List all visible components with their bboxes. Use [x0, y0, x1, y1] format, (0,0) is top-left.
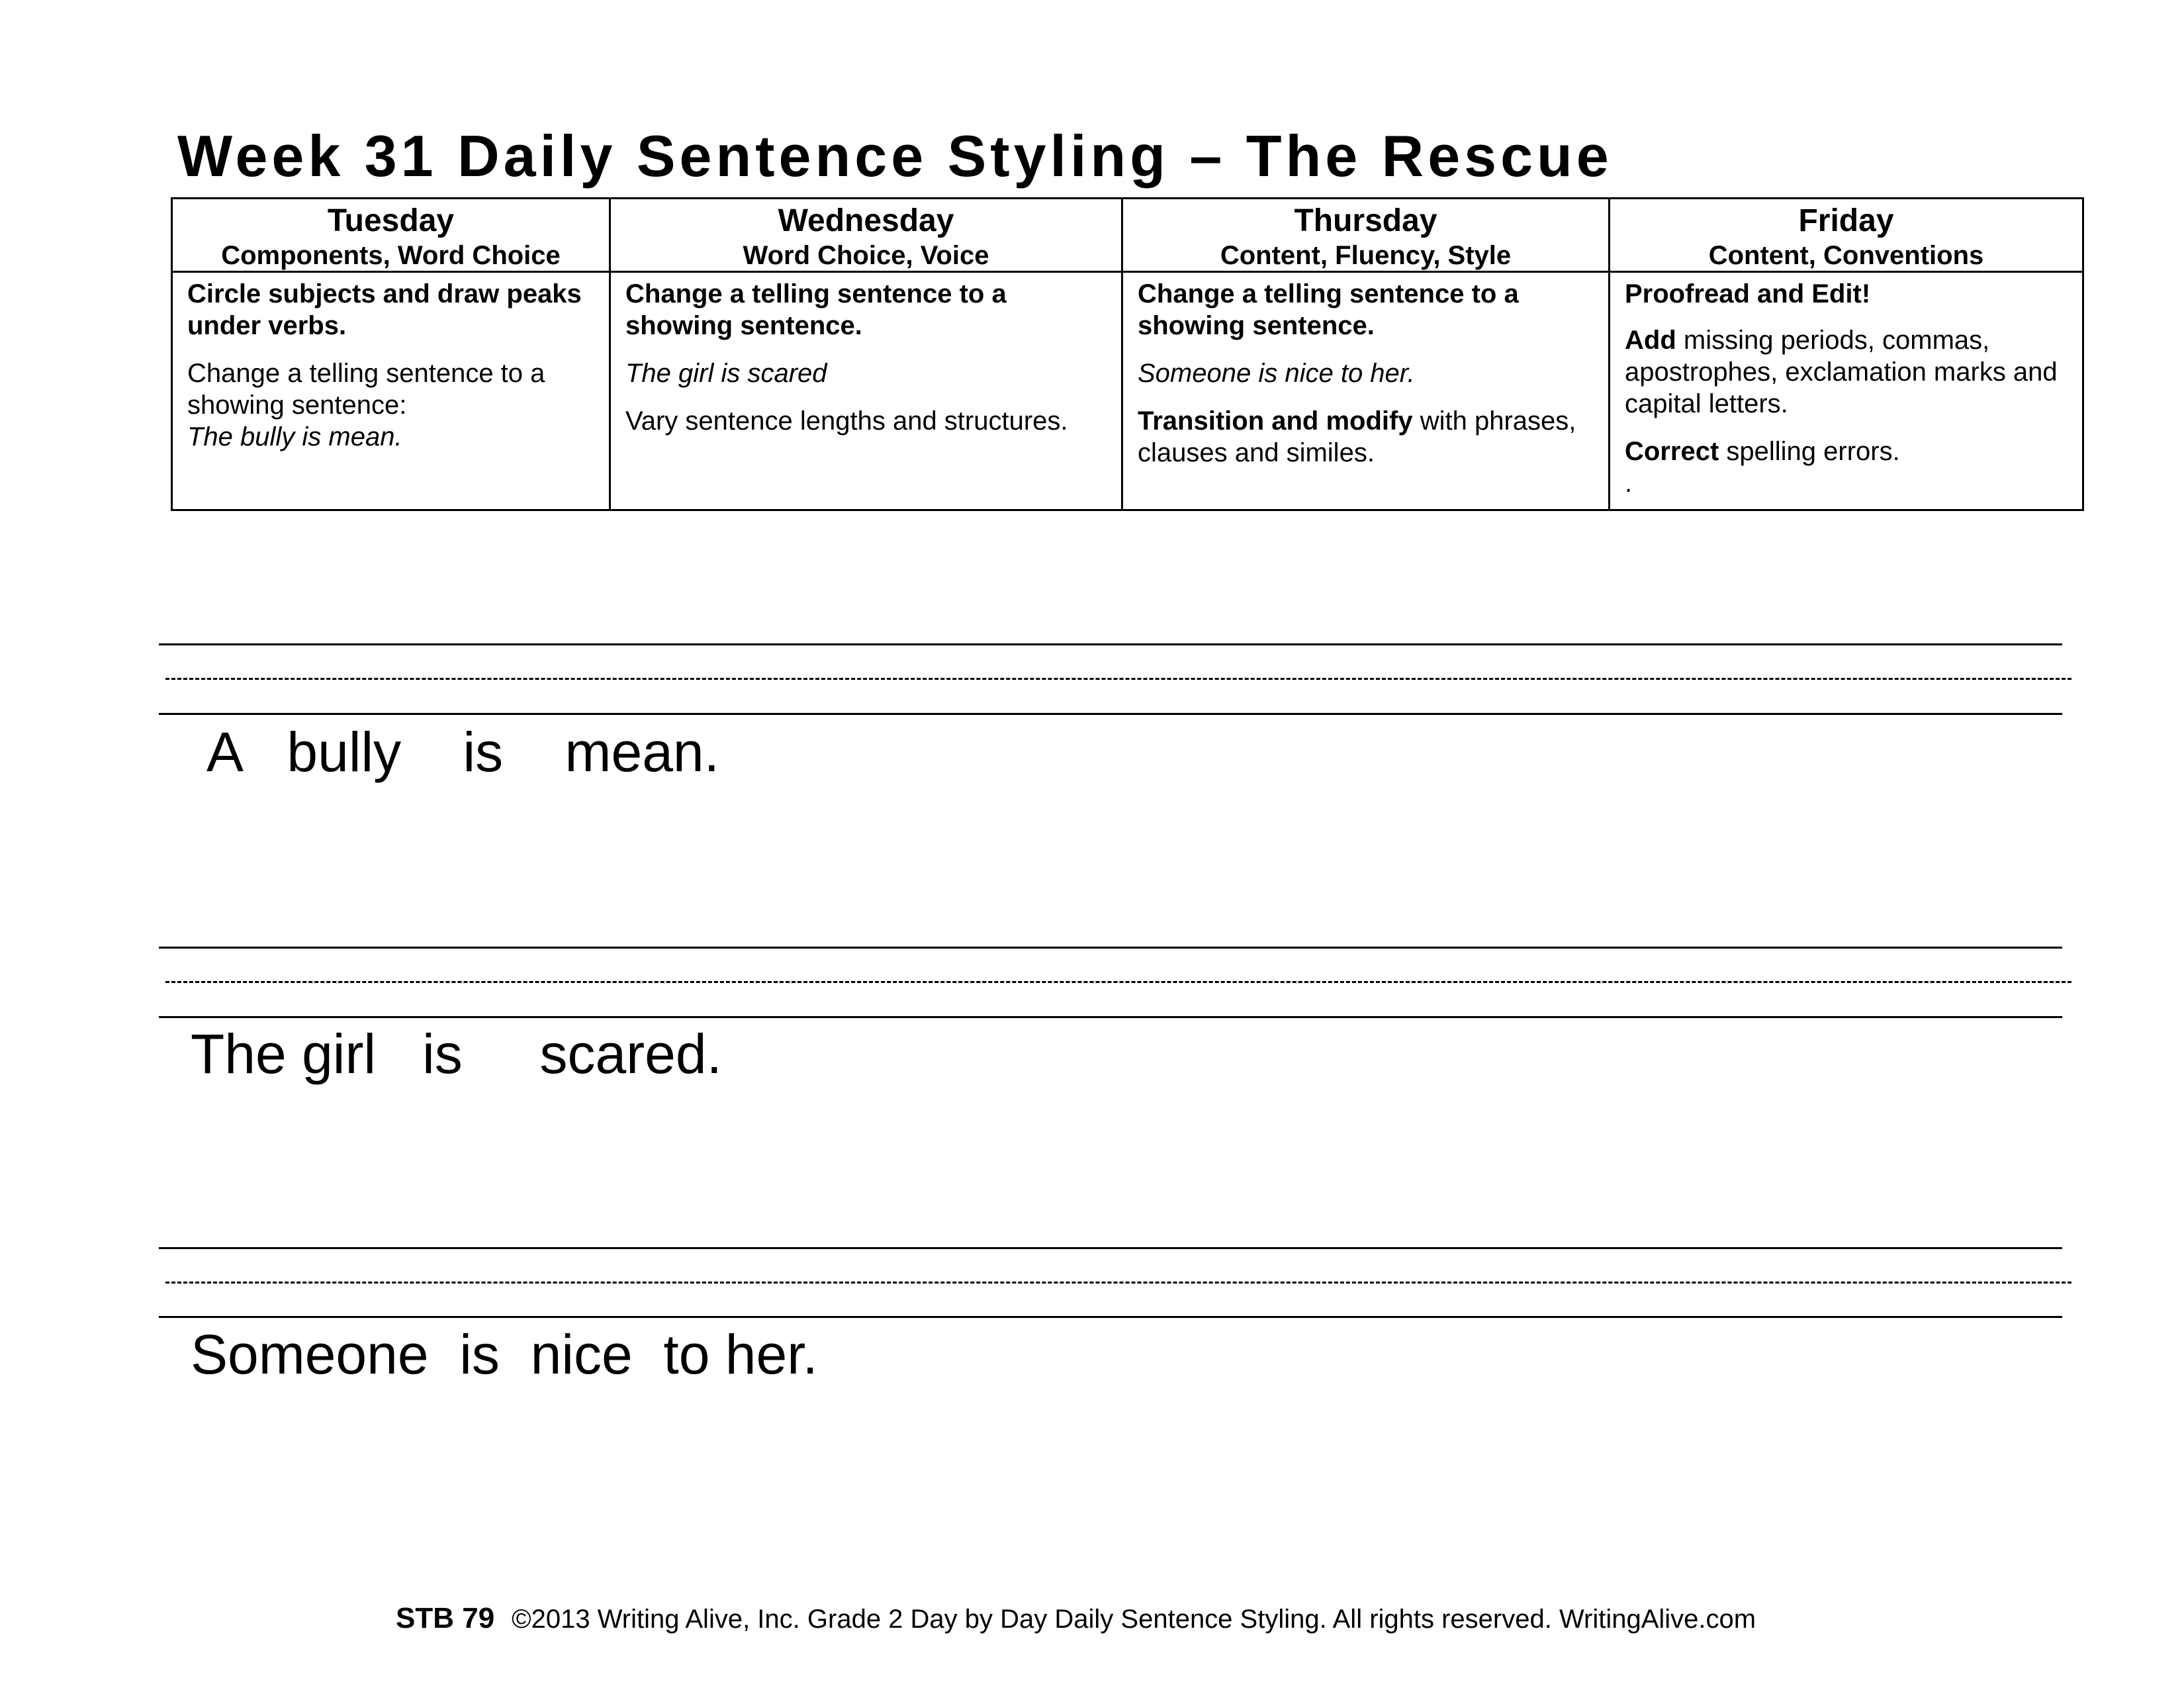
friday-dot: . [1625, 469, 1633, 498]
friday-correct-rest: spelling errors. [1719, 437, 1900, 466]
practice-sentence-1: A bully is mean. [206, 721, 719, 783]
day-name: Friday [1798, 203, 1894, 238]
practice-sentence-3: Someone is nice to her. [191, 1323, 818, 1385]
friday-add [1625, 324, 2068, 420]
thursday-instruction: Change a telling sentence to a showing sentence. [1138, 279, 1519, 340]
thursday-task-rest: with phrases, clauses and similes. [1138, 406, 1576, 467]
thursday-cell [1122, 272, 1610, 510]
writing-top-line [159, 947, 2062, 949]
day-name: Thursday [1294, 203, 1437, 238]
friday-correct [1625, 436, 2068, 467]
friday-add-rest: missing periods, commas, apostrophes, exclamation marks and capital letters. [1625, 326, 2058, 418]
writing-base-line [159, 1016, 2062, 1018]
thursday-example: Someone is nice to her. [1138, 359, 1415, 388]
friday-header [1610, 199, 2083, 272]
weekly-schedule-table [171, 197, 2084, 511]
friday-cell [1610, 272, 2083, 510]
day-focus: Components, Word Choice [221, 241, 561, 270]
friday-add-bold: Add [1625, 326, 1676, 355]
wednesday-header [610, 199, 1122, 272]
writing-top-line [159, 643, 2062, 645]
writing-midline [165, 981, 2071, 983]
day-focus: Content, Conventions [1708, 241, 1984, 270]
schedule-body-row [172, 272, 2083, 510]
day-focus: Word Choice, Voice [743, 241, 989, 270]
practice-sentence-2: The girl is scared. [191, 1023, 722, 1085]
wednesday-cell [610, 272, 1122, 510]
schedule-header-row [172, 199, 2083, 272]
tuesday-instruction: Circle subjects and draw peaks under verbs. [187, 279, 582, 340]
day-name: Wednesday [778, 203, 954, 238]
writing-base-line [159, 713, 2062, 715]
writing-midline [165, 1282, 2071, 1284]
footer [396, 1602, 1756, 1635]
tuesday-header [172, 199, 610, 272]
writing-base-line [159, 1316, 2062, 1318]
page-title: Week 31 Daily Sentence Styling – The Rescue [177, 123, 1613, 189]
thursday-header [1122, 199, 1610, 272]
tuesday-example: The bully is mean. [187, 422, 402, 451]
thursday-task-bold: Transition and modify [1138, 406, 1413, 436]
wednesday-task: Vary sentence lengths and structures. [625, 406, 1068, 436]
tuesday-cell [172, 272, 610, 510]
friday-correct-bold: Correct [1625, 437, 1719, 466]
day-name: Tuesday [327, 203, 455, 238]
wednesday-instruction: Change a telling sentence to a showing sentence. [625, 279, 1007, 340]
thursday-task [1138, 405, 1594, 469]
friday-instruction: Proofread and Edit! [1625, 279, 1871, 308]
tuesday-task: Change a telling sentence to a showing sentence: [187, 359, 545, 420]
wednesday-example: The girl is scared [625, 359, 827, 388]
copyright-text: ©2013 Writing Alive, Inc. Grade 2 Day by Day Daily Sentence Styling. All rights reserved. WritingAlive.com [512, 1605, 1756, 1634]
writing-midline [165, 678, 2071, 680]
writing-top-line [159, 1247, 2062, 1249]
day-focus: Content, Fluency, Style [1220, 241, 1512, 270]
page-code: STB 79 [396, 1602, 495, 1634]
